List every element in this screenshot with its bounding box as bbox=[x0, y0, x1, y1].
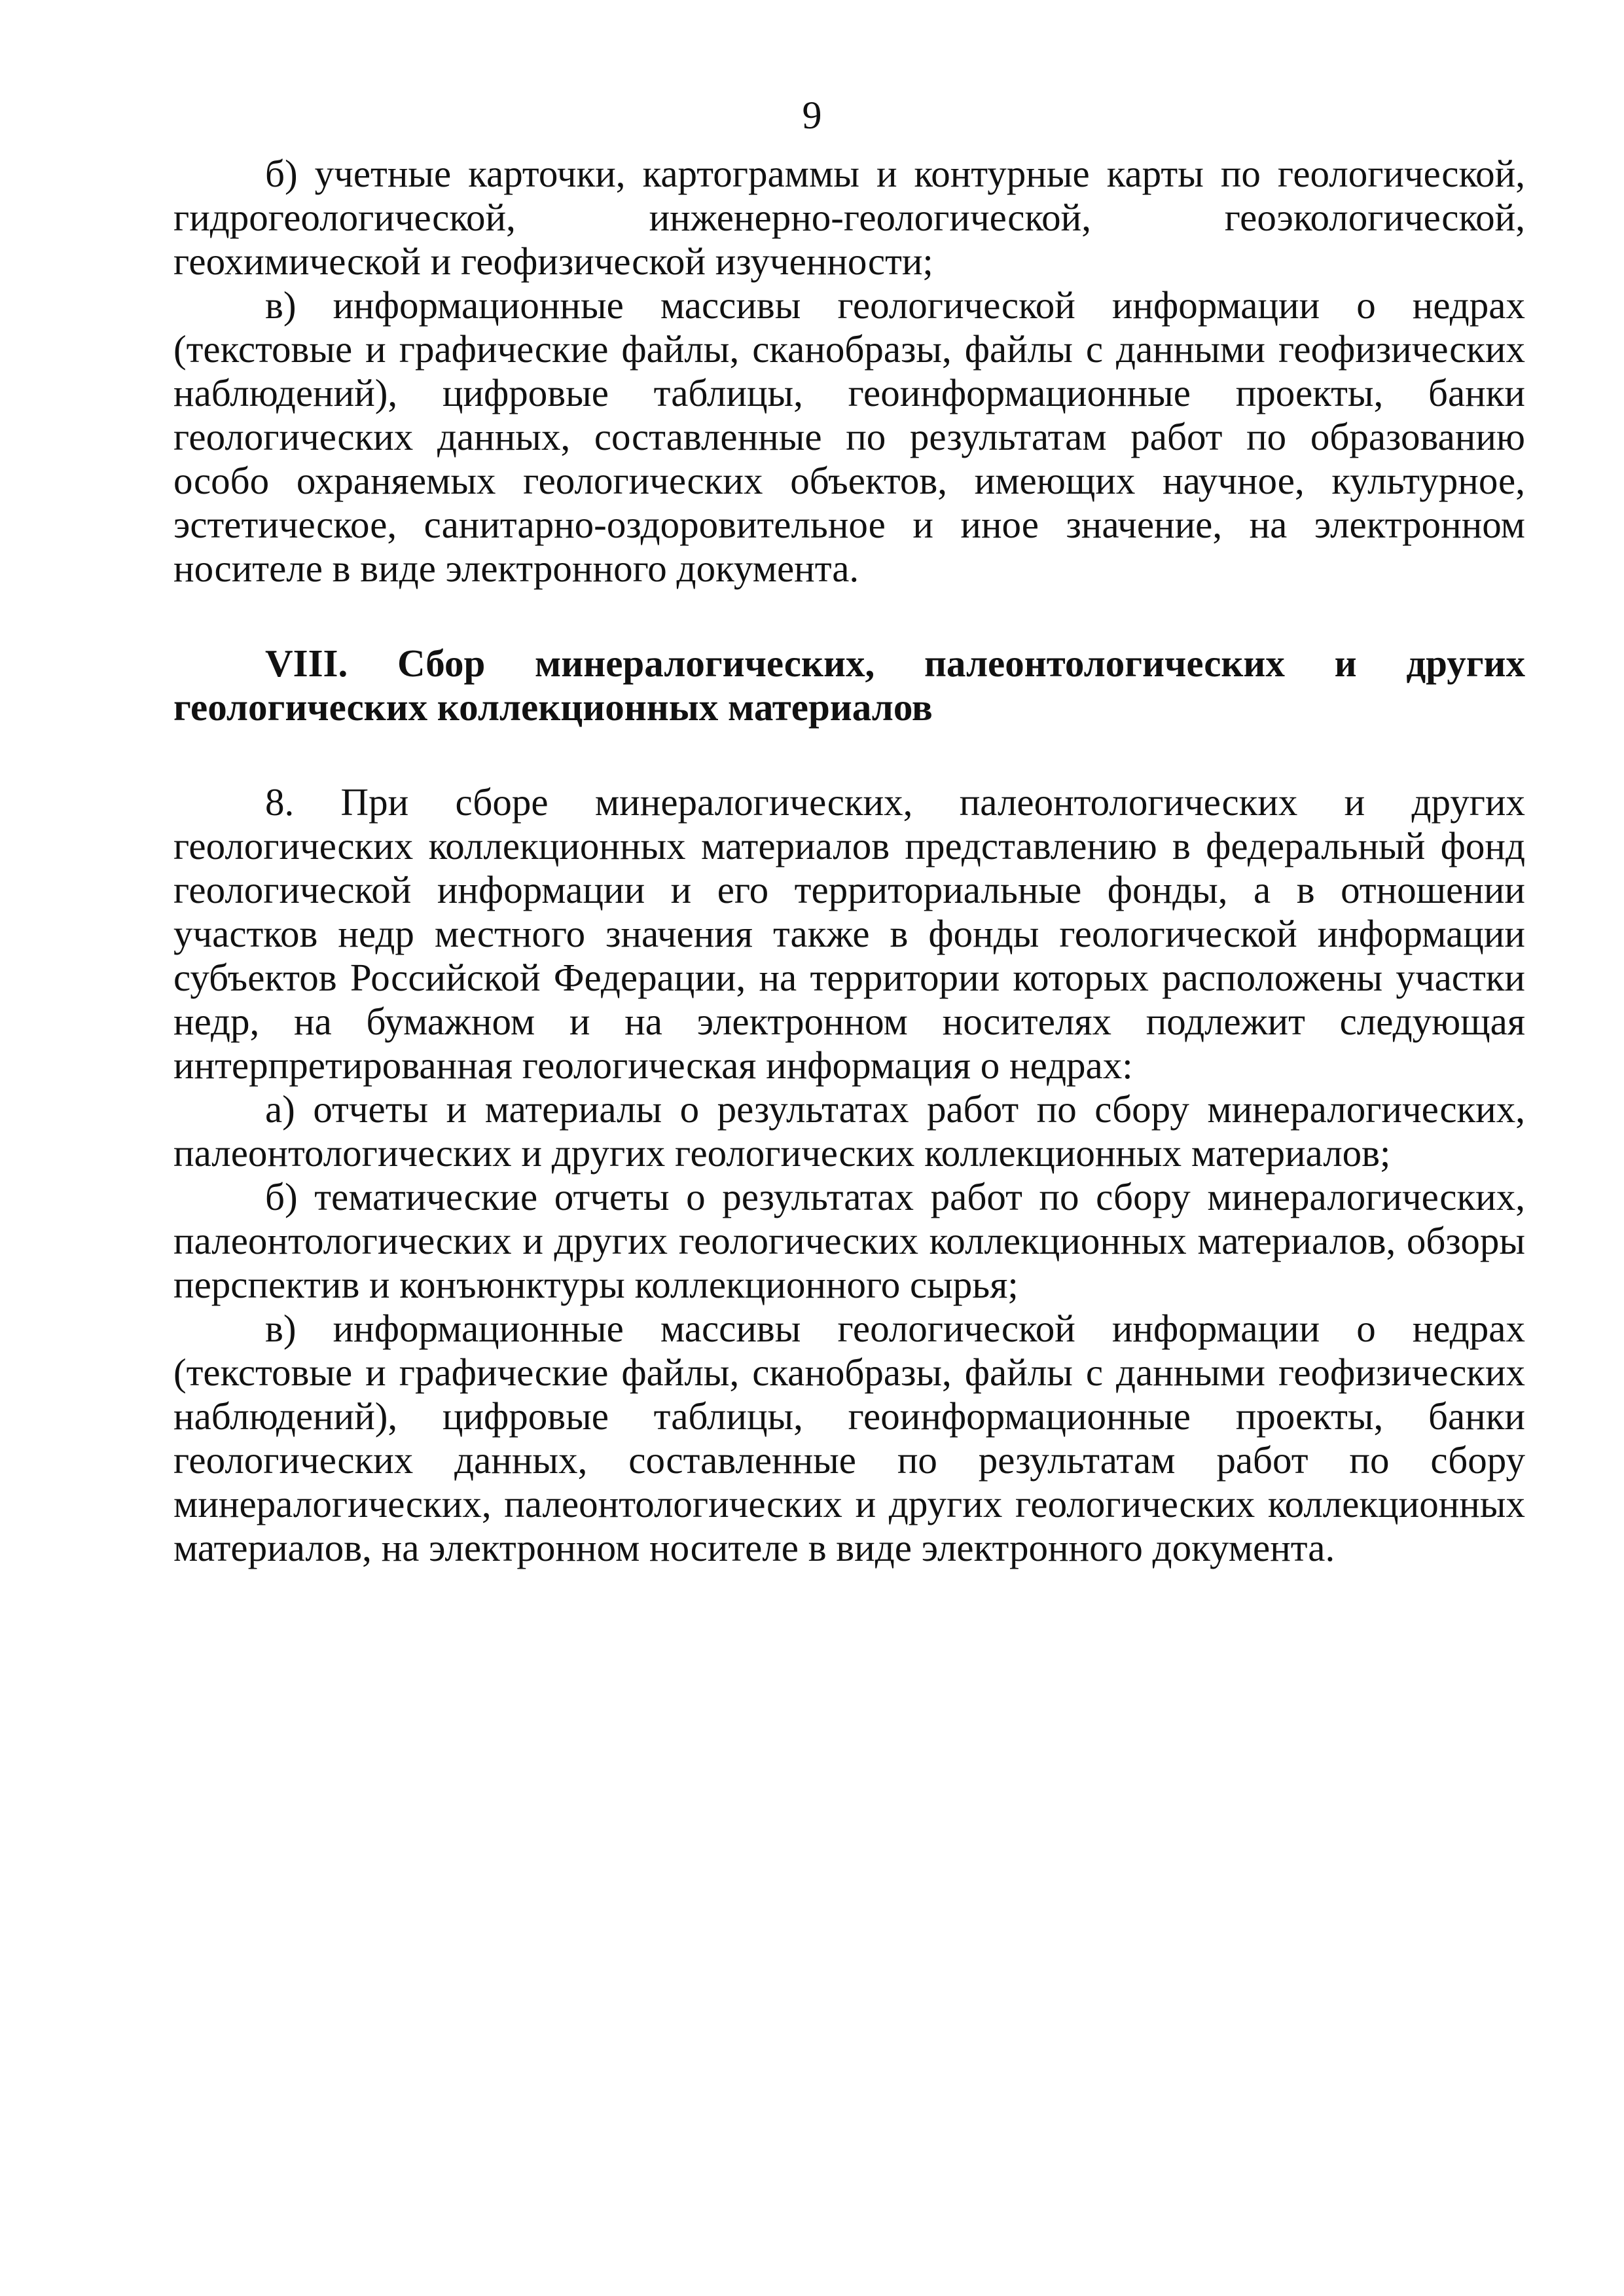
list-item-b-thematic-reports: б) тематические отчеты о результатах работ по сбору минералогических, палеонтологических и других геологических коллекционных материалов, обзоры перспектив и конъюнктуры коллекционного сырья; bbox=[173, 1175, 1525, 1306]
list-item-v-information-arrays: в) информационные массивы геологической информации о недрах (текстовые и графические файлы, сканобразы, файлы с данными геофизических наблюдений), цифровые таблицы, геоинформационные проекты, банки геологических данных, составленные по результатам работ по образованию особо охраняемых геологических объектов, имеющих научное, культурное, эстетическое, санитарно-оздоровительное и иное значение, на электронном носителе в виде электронного документа. bbox=[173, 283, 1525, 590]
list-item-a-reports: а) отчеты и материалы о результатах работ по сбору минералогических, палеонтологических и других геологических коллекционных материалов; bbox=[173, 1087, 1525, 1175]
list-item-b-record-cards: б) учетные карточки, картограммы и контурные карты по геологической, гидрогеологической, инженерно-геологической, геоэкологической, геохимической и геофизической изученности; bbox=[173, 152, 1525, 283]
list-item-v-information-arrays: в) информационные массивы геологической информации о недрах (текстовые и графические файлы, сканобразы, файлы с данными геофизических наблюдений), цифровые таблицы, геоинформационные проекты, банки геологических данных, составленные по результатам работ по сбору минералогических, палеонтологических и других геологических коллекционных материалов, на электронном носителе в виде электронного документа. bbox=[173, 1307, 1525, 1569]
section-intro-paragraph: 8. При сборе минералогических, палеонтологических и других геологических коллекционных материалов представлению в федеральный фонд геологической информации и его территориальные фонды, а в отношении участков недр местного значения также в фонды геологической информации субъектов Российской Федерации, на территории которых расположены участки недр, на бумажном и на электронном носителях подлежит следующая интерпретированная геологическая информация о недрах: bbox=[173, 780, 1525, 1087]
section-heading: VIII. Сбор минералогических, палеонтологических и других геологических коллекционных материалов bbox=[173, 642, 1525, 729]
document-body bbox=[173, 152, 1525, 1570]
page-number: 9 bbox=[802, 94, 822, 137]
